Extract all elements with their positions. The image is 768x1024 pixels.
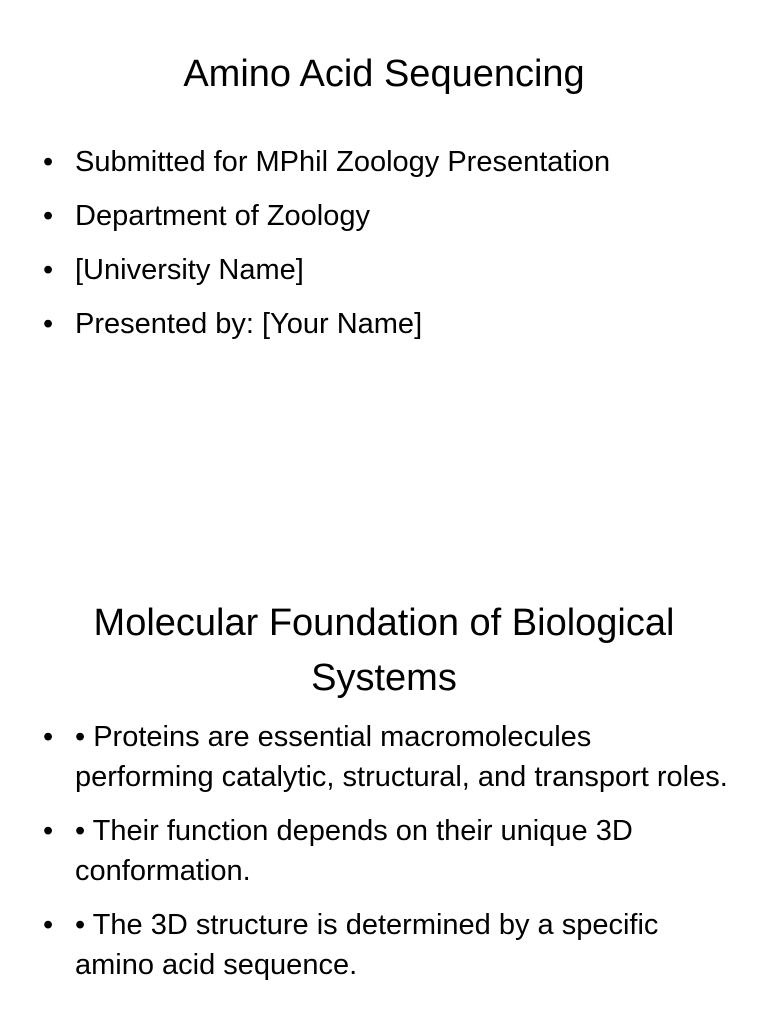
slide-title: Amino Acid Sequencing (183, 53, 585, 95)
bullet-item (0, 196, 768, 236)
bullet-item (0, 905, 768, 985)
bullet-item (0, 304, 768, 344)
bullet-text: Presented by: [Your Name] (75, 308, 423, 340)
bullet-text: • Their function depends on their unique 3D conformation. (75, 815, 633, 887)
bullet-icon: • (43, 146, 54, 178)
bullet-icon: • (43, 254, 54, 286)
bullet-icon: • (43, 909, 54, 941)
bullet-list (0, 717, 768, 999)
bullet-item (0, 250, 768, 290)
bullet-icon: • (43, 200, 54, 232)
bullet-item (0, 811, 768, 891)
bullet-icon: • (43, 721, 54, 753)
bullet-text: • Proteins are essential macromolecules performing catalytic, structural, and transport roles. (75, 721, 728, 793)
bullet-text: • The 3D structure is determined by a specific amino acid sequence. (75, 909, 659, 981)
bullet-text: Department of Zoology (75, 200, 370, 232)
bullet-icon: • (43, 308, 54, 340)
bullet-text: Submitted for MPhil Zoology Presentation (75, 146, 611, 178)
slide-molecular-foundation (0, 560, 768, 1024)
bullet-text: [University Name] (75, 254, 304, 286)
slide-title: Molecular Foundation of Biological Systems (93, 602, 675, 699)
bullet-list (0, 142, 768, 358)
bullet-icon: • (43, 815, 54, 847)
bullet-item (0, 142, 768, 182)
bullet-item (0, 717, 768, 797)
